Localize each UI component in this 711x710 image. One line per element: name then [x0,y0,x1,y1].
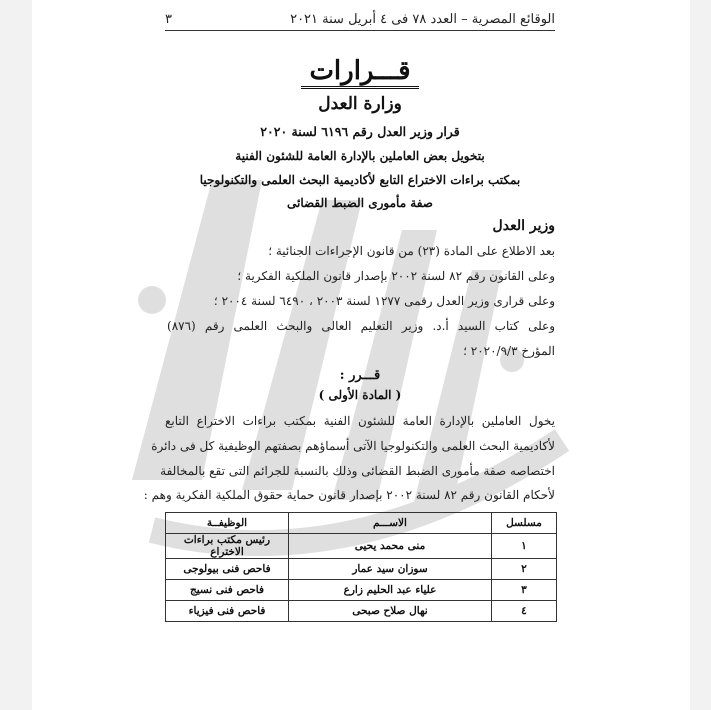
preamble-line: بعد الاطلاع على المادة (٢٣) من قانون الإجراءات الجنائية ؛ [268,244,555,258]
cell-serial: ٣ [492,580,557,601]
page-number: ٣ [165,11,172,27]
subject-line: بتخويل بعض العاملين بالإدارة العامة للشئون الفنية [235,149,485,163]
article-title: ( المادة الأولى ) [318,388,402,402]
cell-serial: ٢ [492,559,557,580]
header-divider [165,30,555,31]
preamble-line: المؤرخ ٢٠٢٠/٩/٣ ؛ [463,344,555,358]
subject-line: صفة مأمورى الضبط القضائى [287,196,433,210]
officials-table [165,512,557,622]
decided-heading: قـــرر : [339,368,381,383]
preamble-line: وعلى القانون رقم ٨٢ لسنة ٢٠٠٢ بإصدار قانون الملكية الفكرية ؛ [237,269,555,283]
cell-name: علياء عبد الحليم زارع [289,580,492,601]
cell-name: منى محمد يحيى [289,534,492,559]
cell-job: فاحص فنى بيولوجى [166,559,289,580]
minister-heading: وزير العدل [492,218,555,234]
decision-title: قرار وزير العدل رقم ٦١٩٦ لسنة ٢٠٢٠ [260,124,460,139]
header-job: الوظيفــة [166,513,289,534]
table-row [166,580,557,601]
article-body-line: اختصاصه صفة مأمورى الضبط القضائى وذلك بالنسبة للجرائم التى تقع بالمخالفة [160,464,555,478]
header-name: الاســـم [289,513,492,534]
preamble-line: وعلى كتاب السيد أ.د. وزير التعليم العالى والبحث العلمى رقم (٨٧٦) [167,319,555,333]
header-serial: مسلسل [492,513,557,534]
cell-name: نهال صلاح صبحى [289,601,492,622]
cell-job: فاحص فنى فيزياء [166,601,289,622]
ministry-name: وزارة العدل [318,94,402,114]
publication-info: الوقائع المصرية – العدد ٧٨ فى ٤ أبريل سنة ٢٠٢١ [290,11,555,27]
cell-name: سوزان سيد عمار [289,559,492,580]
page-header [165,8,555,30]
section-title: قـــرارات [165,56,555,86]
table-row [166,601,557,622]
article-body-line: لأكاديمية البحث العلمى والتكنولوجيا الآتى أسماؤهم بصفتهم الوظيفية كل فى دائرة [151,439,555,453]
document-page [32,0,690,710]
table-row [166,534,557,559]
article-body-line: لأحكام القانون رقم ٨٢ لسنة ٢٠٠٢ بإصدار قانون حماية حقوق الملكية الفكرية وهم : [143,488,555,502]
cell-serial: ٤ [492,601,557,622]
preamble-line: وعلى قرارى وزير العدل رقمى ١٢٧٧ لسنة ٢٠٠٣ ، ٦٤٩٠ لسنة ٢٠٠٤ ؛ [213,294,555,308]
cell-job: رئيس مكتب براءات الاختراع [166,534,289,559]
cell-serial: ١ [492,534,557,559]
cell-job: فاحص فنى نسيج [166,580,289,601]
article-body-line: يخول العاملين بالإدارة العامة للشئون الفنية بمكتب براءات الاختراع التابع [165,414,555,428]
table-header-row [166,513,557,534]
subject-line: بمكتب براءات الاختراع التابع لأكاديمية البحث العلمى والتكنولوجيا [199,173,521,187]
table-row [166,559,557,580]
